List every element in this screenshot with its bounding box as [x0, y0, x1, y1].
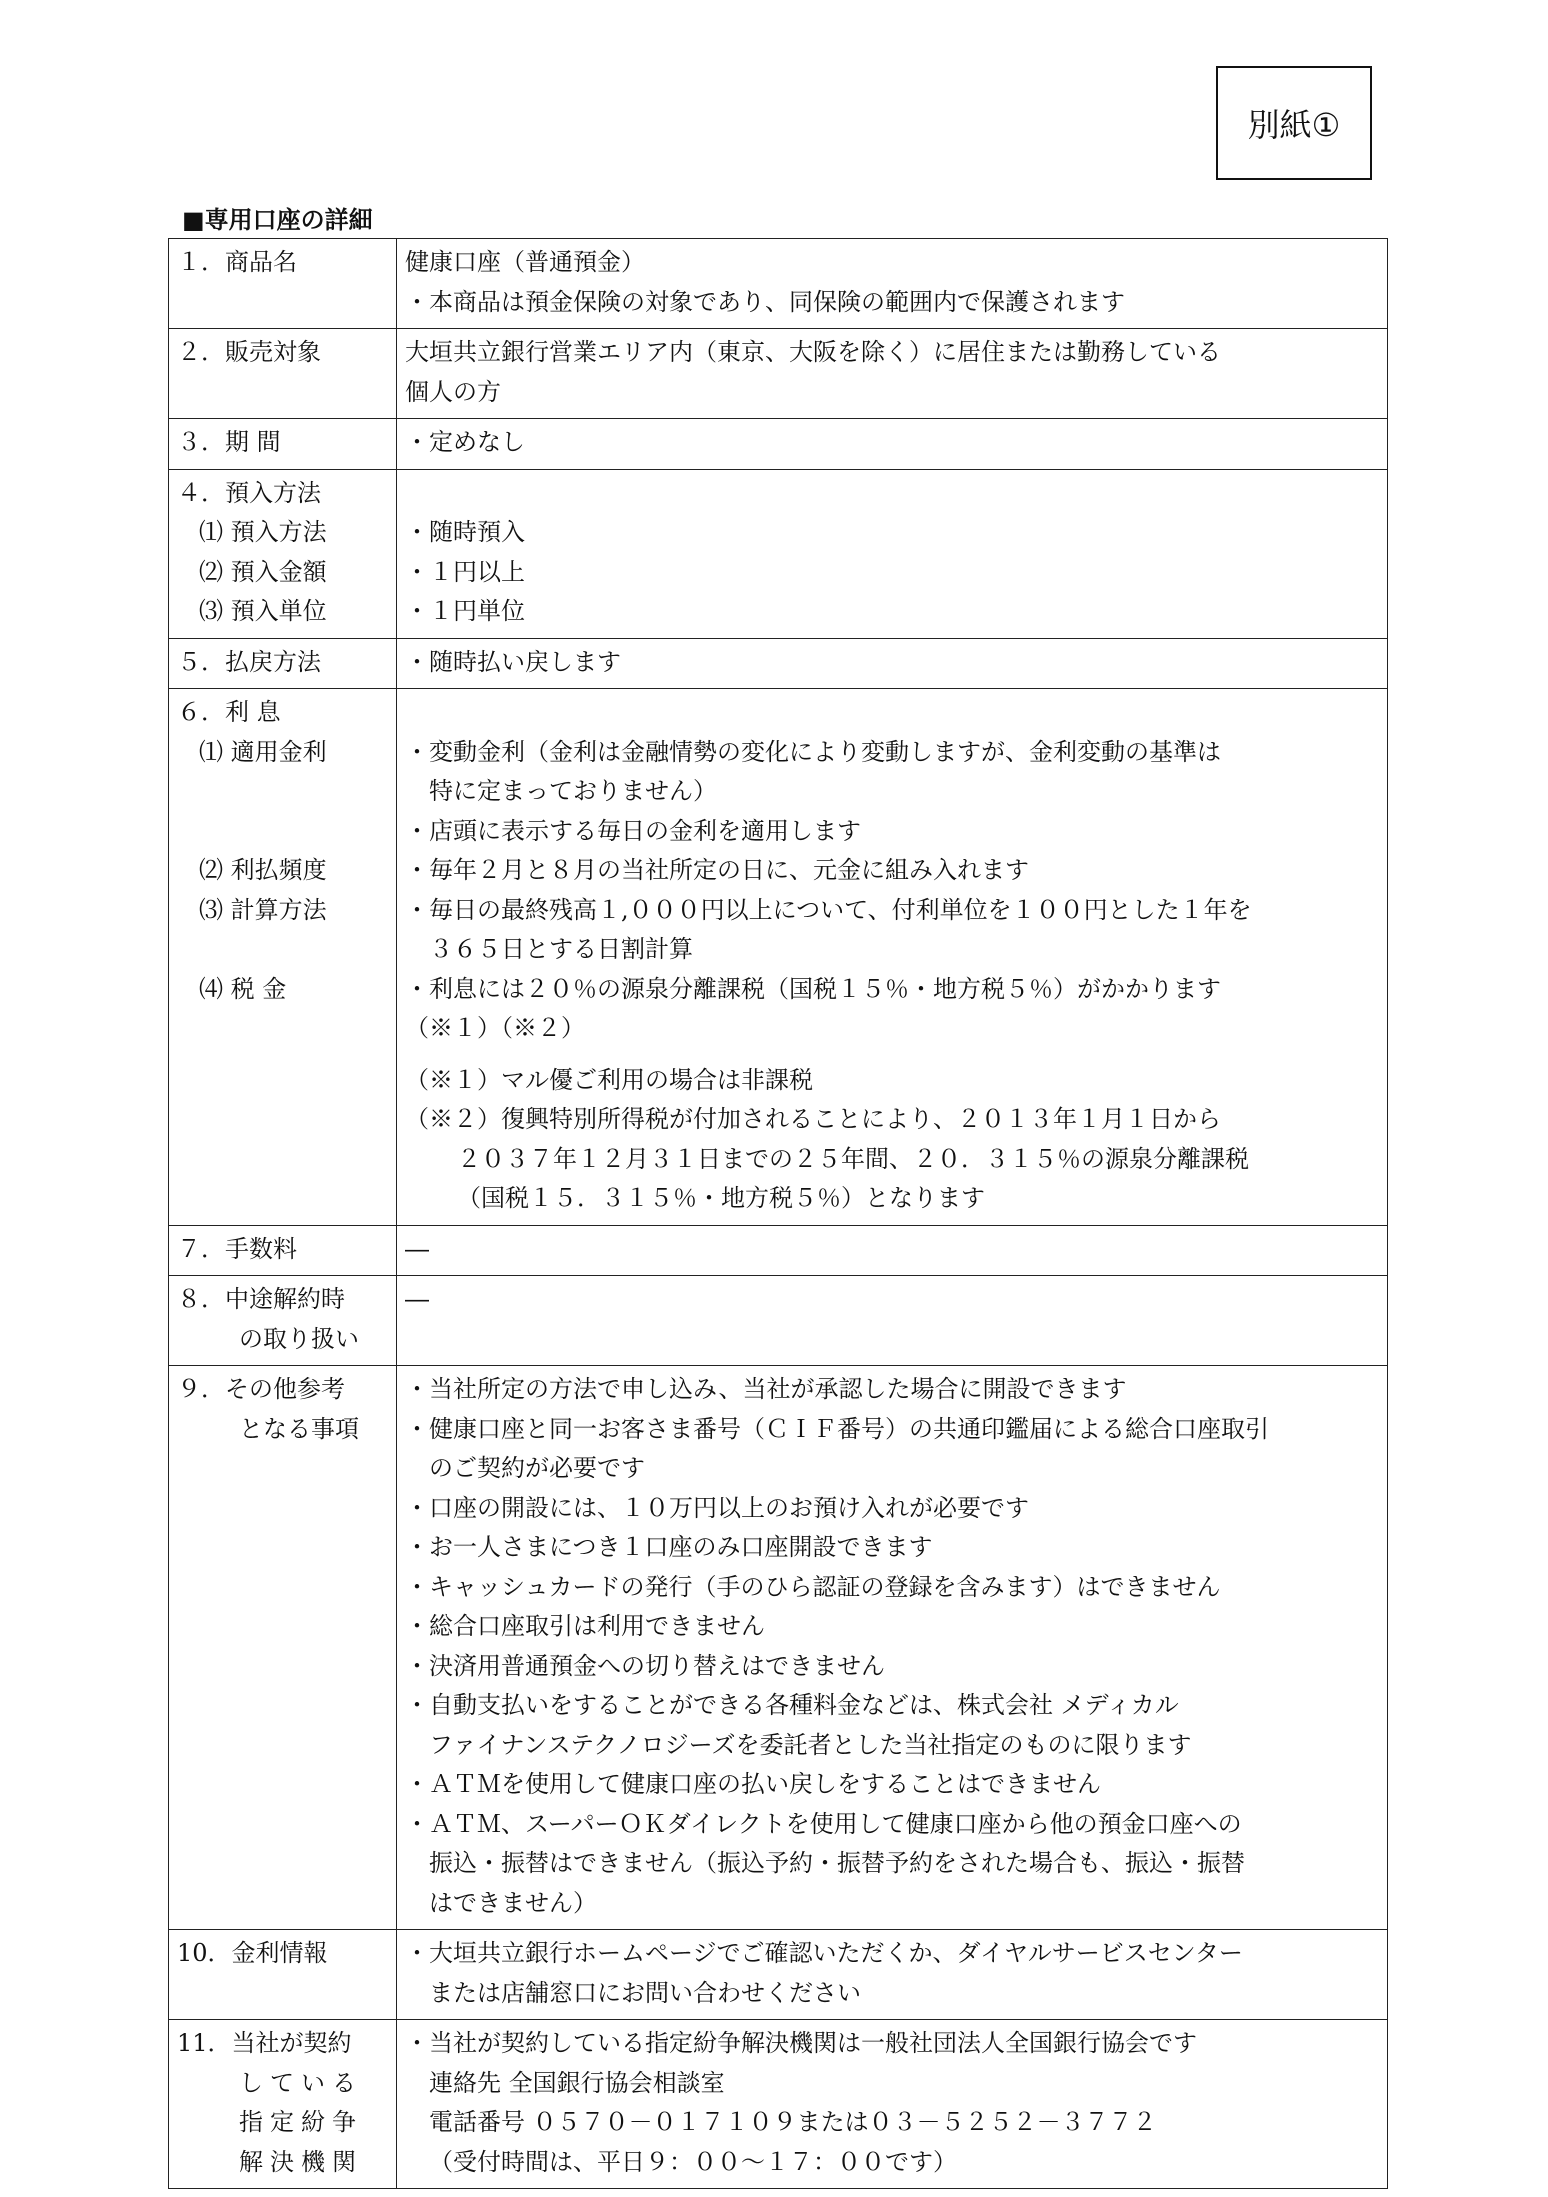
label-line: ３．期 間 [177, 428, 281, 456]
content-line: ・当社が契約している指定紛争解決機関は一般社団法人全国銀行協会です [405, 2029, 1197, 2057]
content-line: ファイナンステクノロジーズを委託者とした当社指定のものに限ります [429, 1730, 1192, 1759]
row-label [169, 469, 397, 638]
content-line [405, 474, 1379, 514]
table-row-deposit-method [169, 469, 1388, 638]
table-row-other-notes [169, 1366, 1388, 1930]
label-line: １．商品名 [177, 248, 297, 276]
label-subline: 指定紛争 [239, 2108, 363, 2136]
table-row-early-cancellation [169, 1276, 1388, 1366]
row-content [397, 1930, 1388, 2020]
label-line: ９．その他参考 [177, 1375, 345, 1403]
content-line: ・健康口座と同一お客さま番号（ＣＩＦ番号）の共通印鑑届による総合口座取引 [405, 1414, 1269, 1443]
content-line: ・お一人さまにつき１口座のみ口座開設できます [405, 1533, 933, 1561]
row-content [397, 1276, 1388, 1366]
footnote-line: （※２）復興特別所得税が付加されることにより、２０１３年１月１日から [405, 1105, 1221, 1133]
content-line: 連絡先 全国銀行協会相談室 [429, 2068, 725, 2097]
footnote-line: ２０３７年１２月３１日までの２５年間、２０．３１５％の源泉分離課税 [457, 1144, 1249, 1173]
row-content [397, 469, 1388, 638]
row-label [169, 1930, 397, 2020]
label-line: ８．中途解約時 [177, 1285, 345, 1313]
label-subline: ⑴ 適用金利 [199, 737, 327, 766]
content-line: はできません） [429, 1888, 597, 1917]
content-line: ・口座の開設には、１０万円以上のお預け入れが必要です [405, 1493, 1029, 1522]
content-line: （受付時間は、平日９：００～１７：００です） [429, 2147, 957, 2176]
content-line: ・ＡＴＭ、スーパーＯＫダイレクトを使用して健康口座から他の預金口座への [405, 1809, 1242, 1838]
content-line: ・当社所定の方法で申し込み、当社が承認した場合に開設できます [405, 1375, 1127, 1403]
table-row-product-name [169, 239, 1388, 329]
row-content [397, 1366, 1388, 1930]
content-line: ・本商品は預金保険の対象であり、同保険の範囲内で保護されます [405, 287, 1125, 316]
table-row-fee [169, 1225, 1388, 1276]
content-line: ・１円以上 [405, 557, 525, 586]
content-line: または店舗窓口にお問い合わせください [429, 1978, 861, 2007]
label-subline: ⑵ 預入金額 [199, 557, 327, 586]
table-row-interest [169, 689, 1388, 1226]
content-line: 電話番号 ０５７０－０１７１０９または０３－５２５２－３７７２ [429, 2108, 1157, 2136]
label-line: ２．販売対象 [177, 338, 321, 366]
content-line: ― [405, 1234, 429, 1263]
label-line: 10．金利情報 [177, 1939, 328, 1967]
content-line: ・定めなし [405, 428, 525, 456]
label-subline: ⑵ 利払頻度 [199, 856, 327, 884]
spacer [405, 1049, 1379, 1061]
row-label [169, 419, 397, 470]
table-row-period [169, 419, 1388, 470]
footnote-line: （国税１５．３１５％・地方税５％）となります [457, 1184, 985, 1212]
label-subline: となる事項 [239, 1414, 359, 1443]
content-line: ・変動金利（金利は金融情勢の変化により変動しますが、金利変動の基準は [405, 737, 1221, 766]
content-line [405, 693, 1379, 733]
row-label [169, 1276, 397, 1366]
table-row-rate-info [169, 1930, 1388, 2020]
footnote-line: （※１）マル優ご利用の場合は非課税 [405, 1065, 813, 1094]
content-line: （※１）（※２） [405, 1014, 585, 1042]
row-content [397, 329, 1388, 419]
label-subline: の取り扱い [239, 1324, 359, 1353]
row-content [397, 638, 1388, 689]
content-line: ・ＡＴＭを使用して健康口座の払い戻しをすることはできません [405, 1770, 1101, 1798]
row-label [169, 239, 397, 329]
content-line: ・１円単位 [405, 597, 525, 625]
content-line: 大垣共立銀行営業エリア内（東京、大阪を除く）に居住または勤務している [405, 338, 1221, 366]
label-line: 11．当社が契約 [177, 2029, 352, 2057]
content-line: 特に定まっておりません） [429, 777, 717, 805]
label-line: ４．預入方法 [177, 478, 321, 507]
label-subline: ⑶ 預入単位 [199, 597, 327, 625]
row-label [169, 1366, 397, 1930]
label-subline: ⑴ 預入方法 [199, 518, 327, 546]
label-spacer [177, 930, 388, 970]
table-row-dispute-resolution [169, 2020, 1388, 2189]
section-heading: ■専用口座の詳細 [182, 206, 373, 234]
content-line: ・決済用普通預金への切り替えはできません [405, 1651, 885, 1680]
content-line: ・利息には２０％の源泉分離課税（国税１５％・地方税５％）がかかります [405, 974, 1221, 1003]
content-line: ・総合口座取引は利用できません [405, 1612, 765, 1640]
content-line: ・大垣共立銀行ホームページでご確認いただくか、ダイヤルサービスセンター [405, 1939, 1243, 1967]
content-line: ・キャッシュカードの発行（手のひら認証の登録を含みます）はできません [405, 1572, 1221, 1601]
content-line: 個人の方 [405, 377, 501, 406]
label-line: ５．払戻方法 [177, 647, 321, 676]
label-line: ７．手数料 [177, 1234, 297, 1263]
content-line: ・随時預入 [405, 518, 525, 546]
content-line: のご契約が必要です [429, 1454, 645, 1482]
attachment-label: 別紙① [1216, 66, 1372, 180]
content-line: 振込・振替はできません（振込予約・振替予約をされた場合も、振込・振替 [429, 1849, 1245, 1877]
label-subline: 解決機関 [239, 2147, 363, 2176]
content-line: ３６５日とする日割計算 [429, 935, 693, 963]
label-line: ６．利 息 [177, 698, 281, 726]
row-label [169, 2020, 397, 2189]
row-label [169, 638, 397, 689]
content-line: 健康口座（普通預金） [405, 248, 645, 276]
row-label [169, 329, 397, 419]
label-subline: ⑶ 計算方法 [199, 895, 327, 924]
content-line: ・随時払い戻します [405, 647, 621, 676]
table-row-withdrawal-method [169, 638, 1388, 689]
content-line: ・店頭に表示する毎日の金利を適用します [405, 816, 861, 845]
row-content [397, 1225, 1388, 1276]
label-spacer [177, 812, 388, 852]
row-label [169, 1225, 397, 1276]
label-subline: ⑷ 税 金 [199, 974, 287, 1003]
row-content [397, 689, 1388, 1226]
row-content [397, 2020, 1388, 2189]
label-spacer [177, 772, 388, 812]
label-subline: している [239, 2068, 363, 2097]
content-line: ・毎年２月と８月の当社所定の日に、元金に組み入れます [405, 856, 1029, 884]
row-content [397, 239, 1388, 329]
row-content [397, 419, 1388, 470]
table-row-sales-target [169, 329, 1388, 419]
account-detail-table [168, 238, 1388, 2189]
content-line: ・毎日の最終残高１,０００円以上について、付利単位を１００円とした１年を [405, 895, 1252, 924]
content-line: ― [405, 1285, 429, 1313]
row-label [169, 689, 397, 1226]
content-line: ・自動支払いをすることができる各種料金などは、株式会社 メディカル [405, 1691, 1179, 1719]
